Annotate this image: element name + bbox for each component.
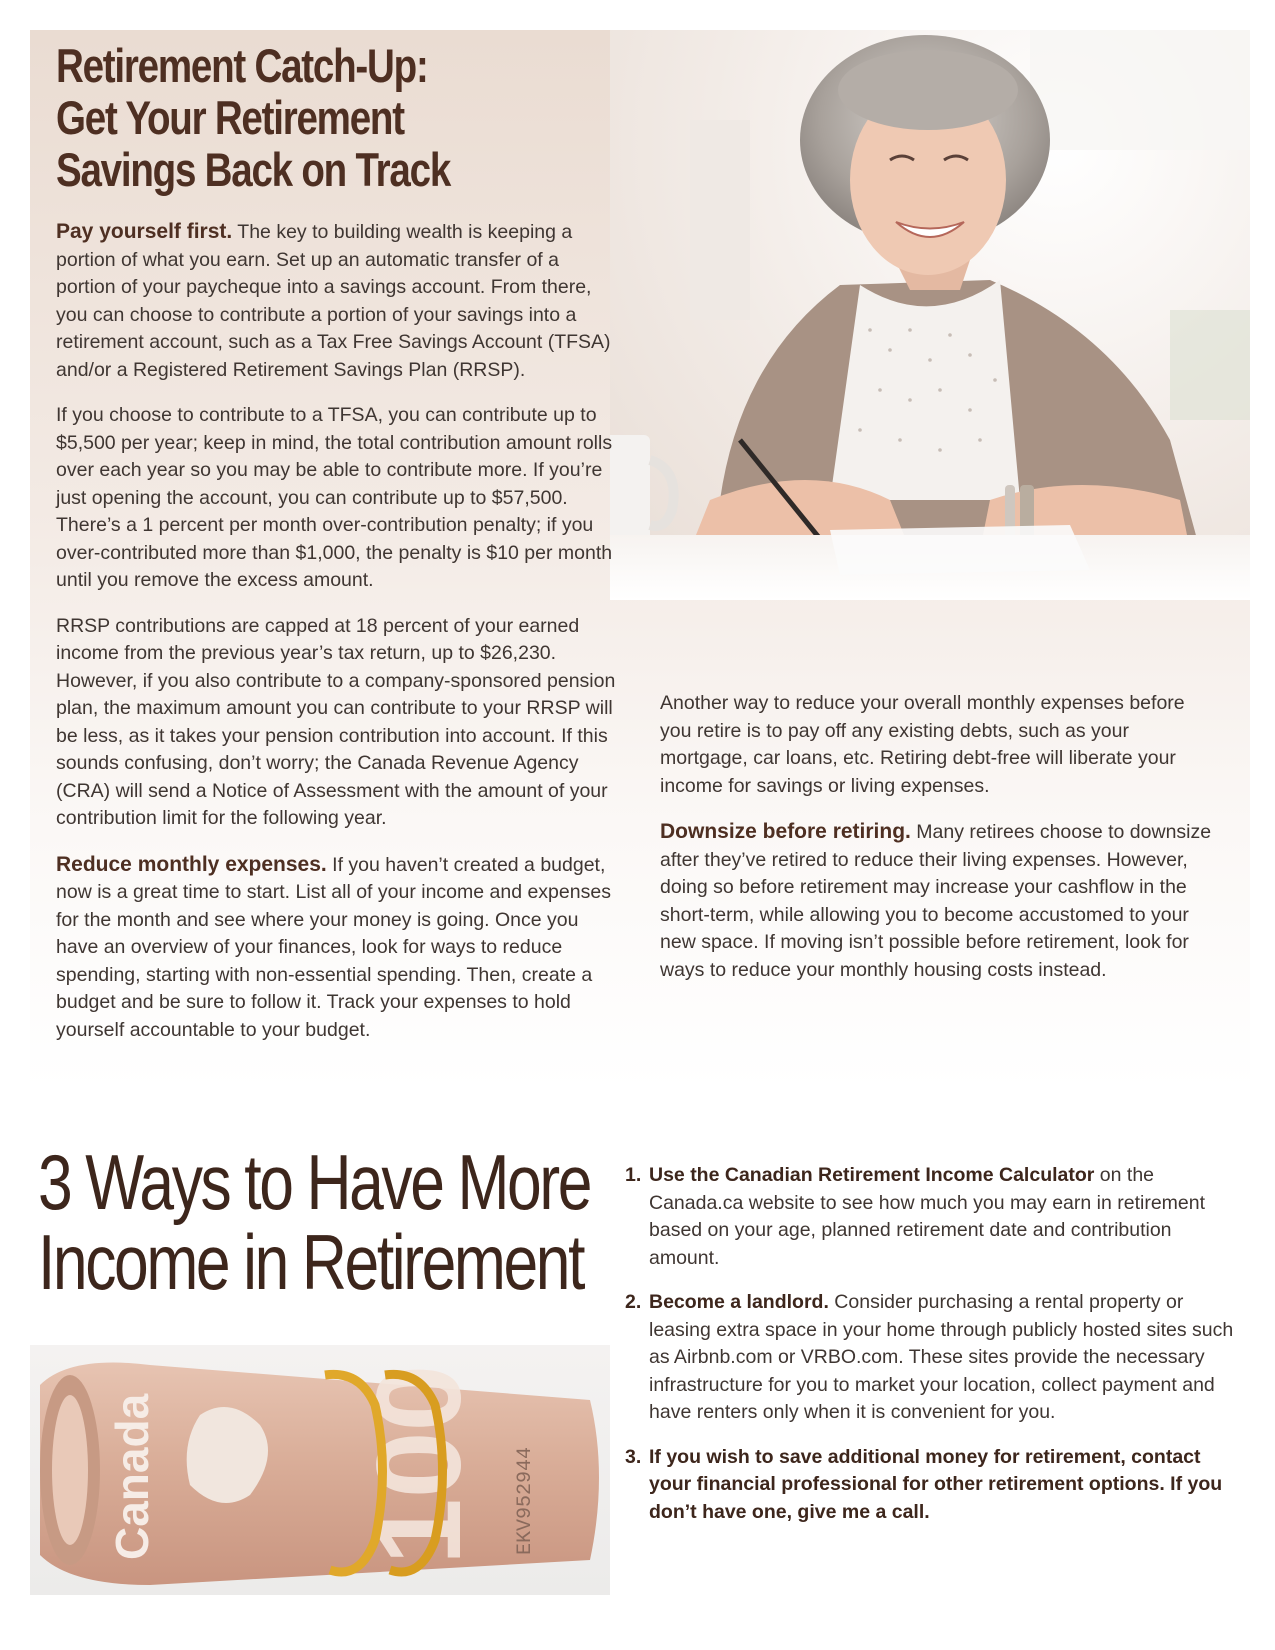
pay-yourself-text: The key to building wealth is keeping a portion of what you earn. Set up an automatic transfer of a portion of your paycheque into a savings account. From there, you can choose to contribute a portion of your savings into a retirement account, such as a Tax Free Savings Account (TFSA) and/or a Registered Retirement Savings Plan (RRSP). bbox=[56, 221, 611, 381]
tfsa-paragraph: If you choose to contribute to a TFSA, you can contribute up to $5,500 per year; keep in mind, the total contribution amount rolls over each year so you may be able to contribute more. If you’re just opening the account, you can contribute up to $57,500. There’s a 1 percent per month over-contribution penalty; if you over-contributed more than $1,000, the penalty is $10 per month until you remove the excess amount. bbox=[56, 404, 613, 591]
reduce-expenses-paragraph bbox=[56, 851, 621, 1045]
article-right-column bbox=[660, 690, 1215, 1002]
ways-item-1-bold: Use the Canadian Retirement Income Calculator bbox=[649, 1164, 1095, 1186]
reduce-expenses-text: If you haven’t created a budget, now is a great time to start. List all of your income and expenses for the month and see where your money is going. Once you have an overview of your finances, look for ways to reduce spending, starting with non-essential spending. Then, create a budget and be sure to follow it. Track your expenses to hold yourself accountable to your budget. bbox=[56, 853, 611, 1041]
ways-item-2-bold: Become a landlord. bbox=[649, 1291, 829, 1313]
article-left-column bbox=[56, 218, 621, 1062]
article-title bbox=[56, 40, 515, 196]
ways-item-1-number: 1. bbox=[625, 1164, 642, 1186]
downsize-heading: Downsize before retiring. bbox=[660, 820, 911, 843]
debt-paragraph: Another way to reduce your overall monthly expenses before you retire is to pay off any existing debts, such as your mortgage, car loans, etc. Retiring debt-free will liberate your income for savings or living expenses. bbox=[660, 692, 1185, 797]
woman-illustration bbox=[610, 30, 1250, 600]
downsize-text: Many retirees choose to downsize after they’ve retired to reduce their living expenses. However, doing so before retirement may increase your cashflow in the short-term, while allowing you to become accustomed to your new space. If moving isn’t possible before retirement, look for ways to reduce your monthly housing costs instead. bbox=[660, 821, 1212, 981]
banknote-illustration bbox=[30, 1345, 610, 1595]
ways-title-line-2: Income in Retirement bbox=[38, 1218, 584, 1306]
reduce-expenses-heading: Reduce monthly expenses. bbox=[56, 852, 327, 876]
ways-title bbox=[38, 1138, 591, 1306]
article-title-line-2: Get Your Retirement bbox=[56, 91, 404, 144]
ways-list bbox=[625, 1162, 1235, 1543]
article-title-line-1: Retirement Catch-Up: bbox=[56, 39, 428, 92]
banknote-denomination-text: 100 bbox=[352, 1364, 486, 1565]
banknote-serial-text: EKV952944 bbox=[514, 1446, 537, 1555]
ways-title-line-1: 3 Ways to Have More bbox=[38, 1138, 591, 1226]
ways-item-3 bbox=[625, 1444, 1235, 1527]
ways-item-3-bold: If you wish to save additional money for retirement, contact your financial professional for other retirement options. If you don’t have one, give me a call. bbox=[649, 1445, 1223, 1523]
pay-yourself-heading: Pay yourself first. bbox=[56, 220, 233, 243]
ways-item-2-number: 2. bbox=[625, 1291, 642, 1313]
ways-item-1-text: on the Canada.ca website to see how much you may earn in retirement based on your age, planned retirement date and contribution amount. bbox=[649, 1164, 1206, 1269]
banknote-country-text: Canada bbox=[106, 1393, 158, 1560]
rolled-banknote-photo bbox=[30, 1345, 610, 1595]
ways-item-3-number: 3. bbox=[625, 1445, 642, 1468]
ways-item-1 bbox=[625, 1162, 1235, 1272]
article-title-line-3: Savings Back on Track bbox=[56, 143, 451, 196]
woman-writing-photo bbox=[610, 30, 1250, 600]
ways-item-2-text: Consider purchasing a rental property or leasing extra space in your home through publicly hosted sites such as Airbnb.com or VRBO.com. These sites provide the necessary infrastructure for you to market your location, collect payment and have renters only when it is convenient for you. bbox=[649, 1291, 1234, 1423]
rrsp-paragraph: RRSP contributions are capped at 18 percent of your earned income from the previous year’s tax return, up to $26,230. However, if you also contribute to a company-sponsored pension plan, the maximum amount you can contribute to your RRSP will be less, as it takes your pension contribution into account. If this sounds confusing, don’t worry; the Canada Revenue Agency (CRA) will send a Notice of Assessment with the amount of your contribution limit for the following year. bbox=[56, 614, 616, 829]
downsize-paragraph bbox=[660, 818, 1215, 984]
pay-yourself-paragraph bbox=[56, 218, 621, 384]
ways-item-2 bbox=[625, 1289, 1235, 1427]
